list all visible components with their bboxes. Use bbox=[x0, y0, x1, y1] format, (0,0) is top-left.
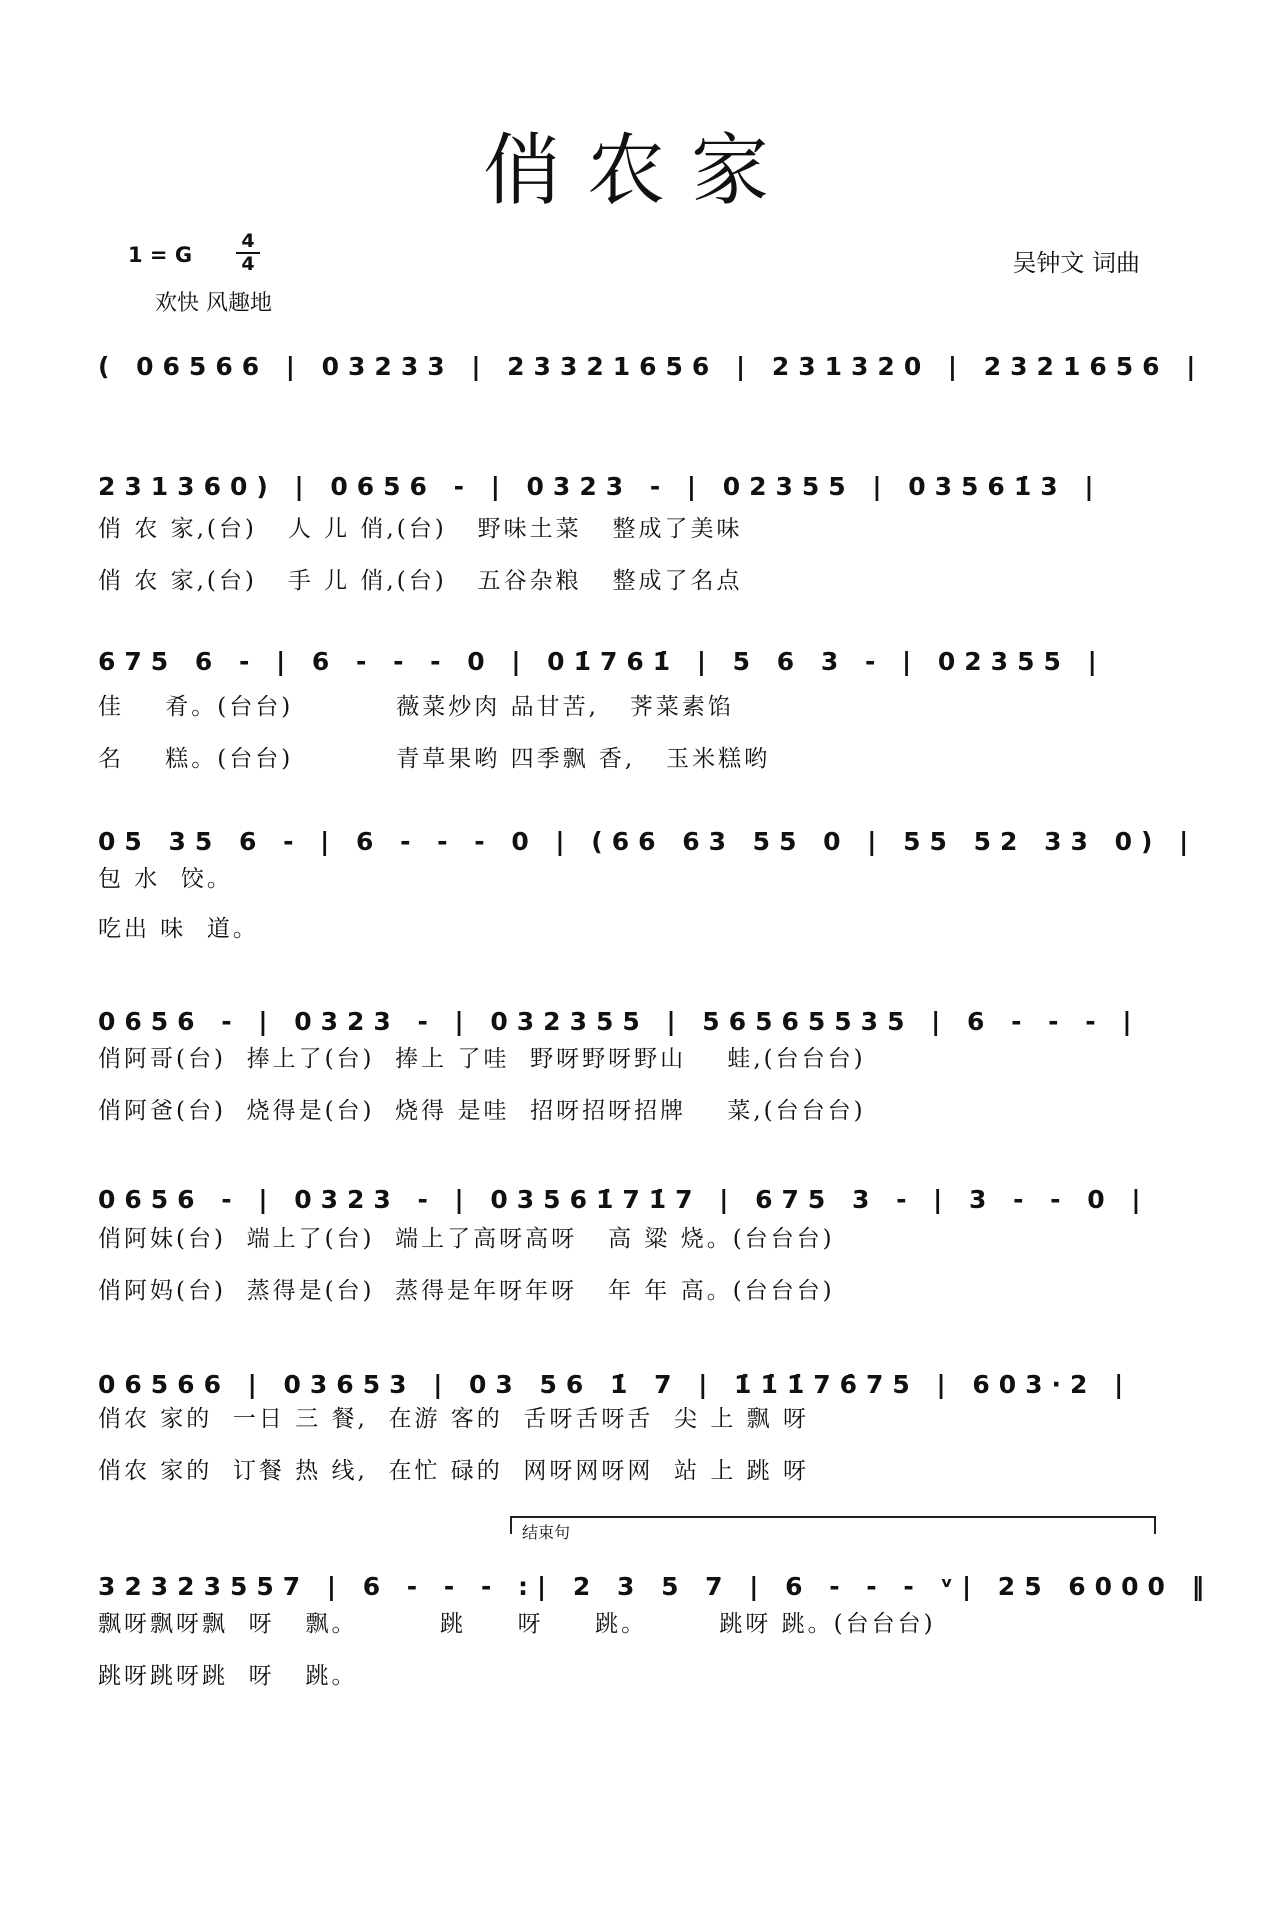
tempo-marking: 欢快 风趣地 bbox=[155, 291, 272, 316]
note-row: 0656 - | 0323 - | 032355 | 56565535 | 6 - - - | bbox=[98, 1007, 1141, 1036]
lyric-verse: 俏农 家的 订餐 热 线, 在忙 碌的 网呀网呀网 站 上 跳 呀 bbox=[98, 1458, 809, 1484]
note-row: 32323557 | 6 - - - :| 2 3 5 7 | 6 - - - ᵛ| 25 6000 ‖ bbox=[98, 1572, 1214, 1601]
notation-line bbox=[98, 820, 1198, 864]
note-row: 06566 | 03653 | 03 56 1̇ 7 | 1̇1̇1̇76̇75 | 603·2 | bbox=[98, 1370, 1133, 1399]
lyric-verse: 俏阿哥(台) 捧上了(台) 捧上 了哇 野呀野呀野山 蛙,(台台台) bbox=[98, 1046, 866, 1072]
ending-bracket bbox=[510, 1516, 1156, 1534]
author-credit: 吴钟文 词曲 bbox=[1012, 249, 1140, 277]
notation-line bbox=[98, 1178, 1178, 1222]
lyric-verse: 俏 农 家,(台) 手 儿 俏,(台) 五谷杂粮 整成了名点 bbox=[98, 568, 743, 594]
notation-line bbox=[98, 1000, 1178, 1044]
lyric-verse: 俏阿爸(台) 烧得是(台) 烧得 是哇 招呀招呀招牌 菜,(台台台) bbox=[98, 1098, 866, 1124]
notation-line bbox=[98, 345, 1205, 389]
time-top: 4 bbox=[241, 230, 255, 252]
note-row: 675 6 - | 6 - - - 0 | 01̇761̇ | 5 6 3 - | 02355 | bbox=[98, 647, 1106, 676]
notation-line bbox=[98, 640, 1178, 684]
time-bottom: 4 bbox=[241, 253, 255, 275]
note-row: 231360) | 0656 - | 0323 - | 02355 | 03561̇3 | bbox=[98, 472, 1103, 501]
lyric-verse: 跳呀跳呀跳 呀 跳。 bbox=[98, 1663, 358, 1689]
lyric-verse: 吃出 味 道。 bbox=[98, 916, 259, 942]
lyric-verse: 俏阿妹(台) 端上了(台) 端上了高呀高呀 高 粱 烧。(台台台) bbox=[98, 1226, 835, 1252]
lyric-verse: 包 水 饺。 bbox=[98, 866, 233, 892]
lyric-verse: 俏阿妈(台) 蒸得是(台) 蒸得是年呀年呀 年 年 高。(台台台) bbox=[98, 1278, 835, 1304]
ending-label: 结束句 bbox=[522, 1523, 571, 1542]
key-signature: 1 = G bbox=[128, 243, 193, 267]
lyric-verse: 佳 肴。(台台) 薇菜炒肉 品甘苦, 荠菜素馅 bbox=[98, 694, 734, 720]
note-row: ( 06566 | 03233 | 23321656 | 231320 | 2321656 | bbox=[98, 352, 1205, 381]
lyric-verse: 俏 农 家,(台) 人 儿 俏,(台) 野味土菜 整成了美味 bbox=[98, 516, 743, 542]
lyric-verse: 飘呀飘呀飘 呀 飘。 跳 呀 跳。 跳呀 跳。(台台台) bbox=[98, 1611, 936, 1637]
page-title: 俏农家 bbox=[482, 126, 795, 216]
lyric-verse: 俏农 家的 一日 三 餐, 在游 客的 舌呀舌呀舌 尖 上 飘 呀 bbox=[98, 1406, 809, 1432]
notation-line bbox=[98, 465, 1178, 509]
lyric-verse: 名 糕。(台台) 青草果哟 四季飘 香, 玉米糕哟 bbox=[98, 746, 771, 772]
time-signature bbox=[236, 232, 260, 274]
note-row: 05 35 6 - | 6 - - - 0 | (66 63 55 0 | 55 52 33 0) | bbox=[98, 827, 1198, 856]
notation-line bbox=[98, 1565, 1214, 1609]
note-row: 0656 - | 0323 - | 03561̇71̇7 | 675 3 - | 3 - - 0 | bbox=[98, 1185, 1150, 1214]
